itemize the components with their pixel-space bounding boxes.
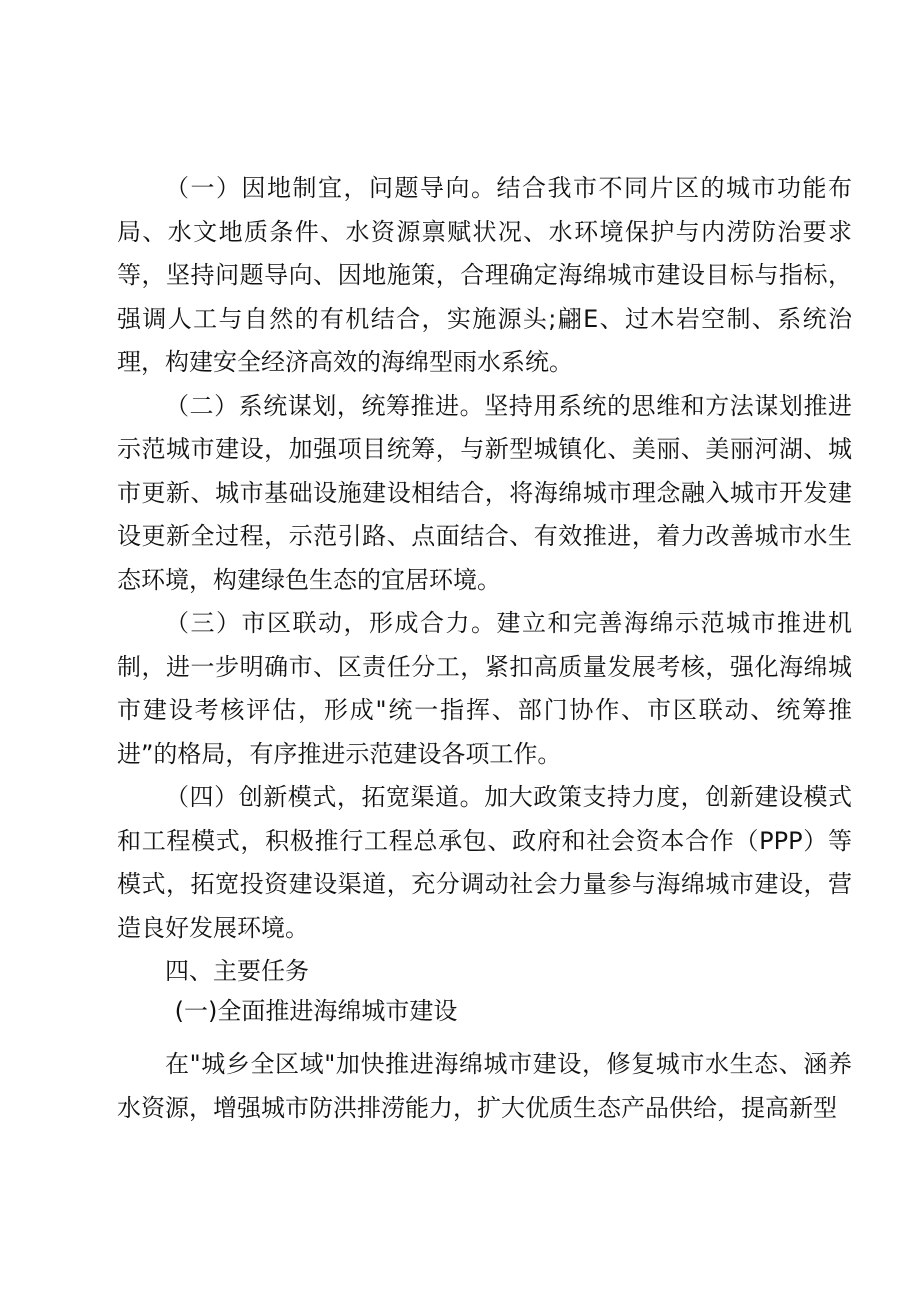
paragraph-principle-2: （二）系统谋划，统筹推进。坚持用系统的思维和方法谋划推进示范城市建设，加强项目统筹，与新型城镇化、美丽、美丽河湖、城市更新、城市基础设施建设相结合，将海绵城市理念融入城市开发建设更新全过程，示范引路、点面结合、有效推进，着力改善城市水生态环境，构建绿色生态的宜居环境。 <box>117 391 852 594</box>
paragraph-task-1: 在"城乡全区域"加快推进海绵城市建设，修复城市水生态、涵养水资源，增强城市防洪排涝能力，扩大优质生态产品供给，提高新型 <box>117 1050 852 1122</box>
paragraph-principle-1: （一）因地制宜，问题导向。结合我市不同片区的城市功能布局、水文地质条件、水资源禀赋状况、水环境保护与内涝防治要求等，坚持问题导向、因地施策，合理确定海绵城市建设目标与指标，强调人工与自然的有机结合，实施源头;翩E、过木岩空制、系统治理，构建安全经济高效的海绵型雨水系统。 <box>117 174 852 376</box>
paragraph-principle-3: （三）市区联动，形成合力。建立和完善海绵示范城市推进机制，进一步明确市、区责任分工，紧扣高质量发展考核，强化海绵城市建设考核评估，形成"统一指挥、部门协作、市区联动、统筹推进”的格局，有序推进示范建设各项工作。 <box>117 609 852 768</box>
paragraph-principle-4: （四）创新模式，拓宽渠道。加大政策支持力度，创新建设模式和工程模式，积极推行工程总承包、政府和社会资本合作（PPP）等模式，拓宽投资建设渠道，充分调动社会力量参与海绵城市建设，营造良好发展环境。 <box>117 783 852 942</box>
document-body <box>117 167 852 1130</box>
subsection-heading: (一)全面推进海绵城市建设 <box>174 996 458 1025</box>
section-heading: 四、主要任务 <box>165 957 309 985</box>
